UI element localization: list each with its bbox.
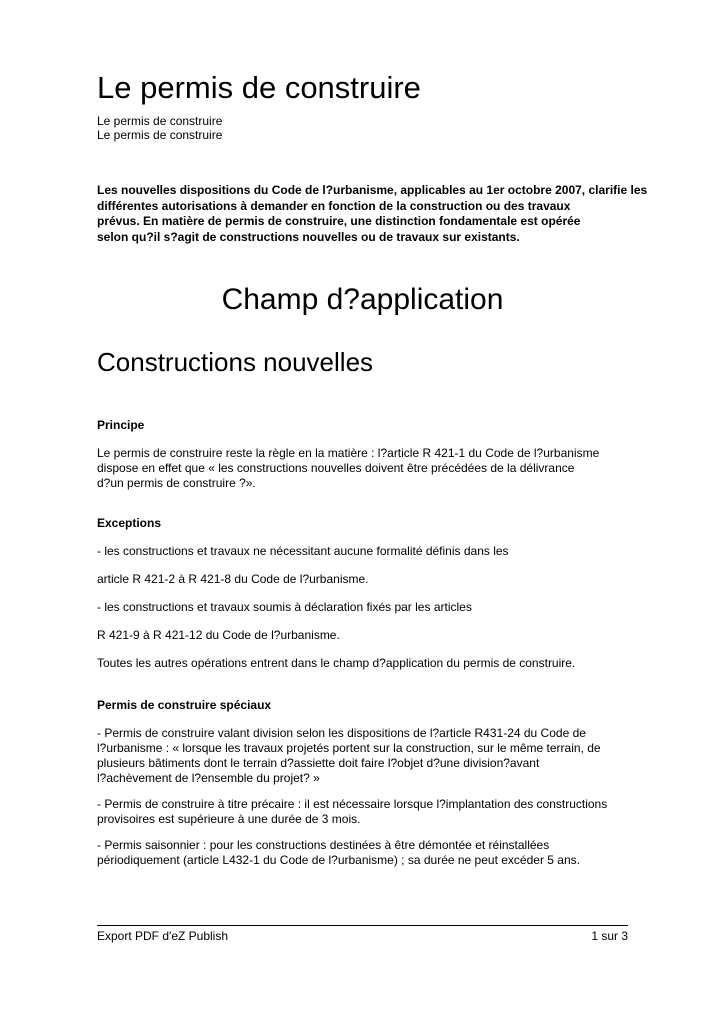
speciaux-line: plusieurs bâtiments dont le terrain d?assiette doit faire l?objet d?une division?avant <box>97 756 540 770</box>
speciaux-line: l?urbanisme : « lorsque les travaux projetés portent sur la construction, sur le même terrain, de <box>97 741 601 755</box>
speciaux-line: provisoires est supérieure à une durée de 3 mois. <box>97 812 361 826</box>
speciaux-paragraph-1 <box>97 726 601 786</box>
subtitle-line: Le permis de construire <box>97 128 223 142</box>
speciaux-line: périodiquement (article L432-1 du Code de l?urbanisme) ; sa durée ne peut excéder 5 ans. <box>97 853 580 867</box>
speciaux-line: - Permis de construire valant division selon les dispositions de l?article R431-24 du Code de <box>97 726 586 740</box>
principe-line: dispose en effet que « les constructions nouvelles doivent être précédées de la délivrance <box>97 461 575 475</box>
speciaux-line: - Permis de construire à titre précaire : il est nécessaire lorsque l?implantation des constructions <box>97 797 608 811</box>
exceptions-paragraph: Toutes les autres opérations entrent dans le champ d?application du permis de construire. <box>97 656 576 670</box>
principe-line: Le permis de construire reste la règle en la matière : l?article R 421-1 du Code de l?urbanisme <box>97 446 600 460</box>
intro-paragraph <box>97 183 672 245</box>
principe-heading: Principe <box>97 418 145 432</box>
footer-divider <box>97 925 628 926</box>
section-heading: Champ d?application <box>221 283 504 316</box>
intro-line: différentes autorisations à demander en fonction de la construction ou des travaux <box>97 198 571 213</box>
page-title: Le permis de construire <box>97 70 421 105</box>
principe-paragraph <box>97 446 599 491</box>
exceptions-paragraph: R 421-9 à R 421-12 du Code de l?urbanisme. <box>97 628 340 642</box>
subtitle-line: Le permis de construire <box>97 114 223 128</box>
footer-export-label: Export PDF d'eZ Publish <box>97 929 229 943</box>
speciaux-heading: Permis de construire spéciaux <box>97 698 272 712</box>
principe-line: d?un permis de construire ?». <box>97 476 256 490</box>
exceptions-paragraph: article R 421-2 à R 421-8 du Code de l?urbanisme. <box>97 572 369 586</box>
exceptions-paragraph: - les constructions et travaux soumis à déclaration fixés par les articles <box>97 600 472 614</box>
intro-line: Les nouvelles dispositions du Code de l?urbanisme, applicables au 1er octobre 2007, clarifie les <box>97 183 648 197</box>
speciaux-paragraph-3 <box>97 838 580 868</box>
intro-line: selon qu?il s?agit de constructions nouvelles ou de travaux sur existants. <box>97 229 520 244</box>
exceptions-heading: Exceptions <box>97 516 162 530</box>
speciaux-paragraph-2 <box>97 797 607 827</box>
speciaux-line: - Permis saisonnier : pour les constructions destinées à être démontée et réinstallées <box>97 838 550 852</box>
speciaux-line: l?achèvement de l?ensemble du projet? » <box>97 771 320 785</box>
subsection-heading: Constructions nouvelles <box>97 347 374 377</box>
intro-line: prévus. En matière de permis de construire, une distinction fondamentale est opérée <box>97 214 581 228</box>
footer-page-number: 1 sur 3 <box>591 929 628 943</box>
exceptions-paragraph: - les constructions et travaux ne nécessitant aucune formalité définis dans les <box>97 544 509 558</box>
